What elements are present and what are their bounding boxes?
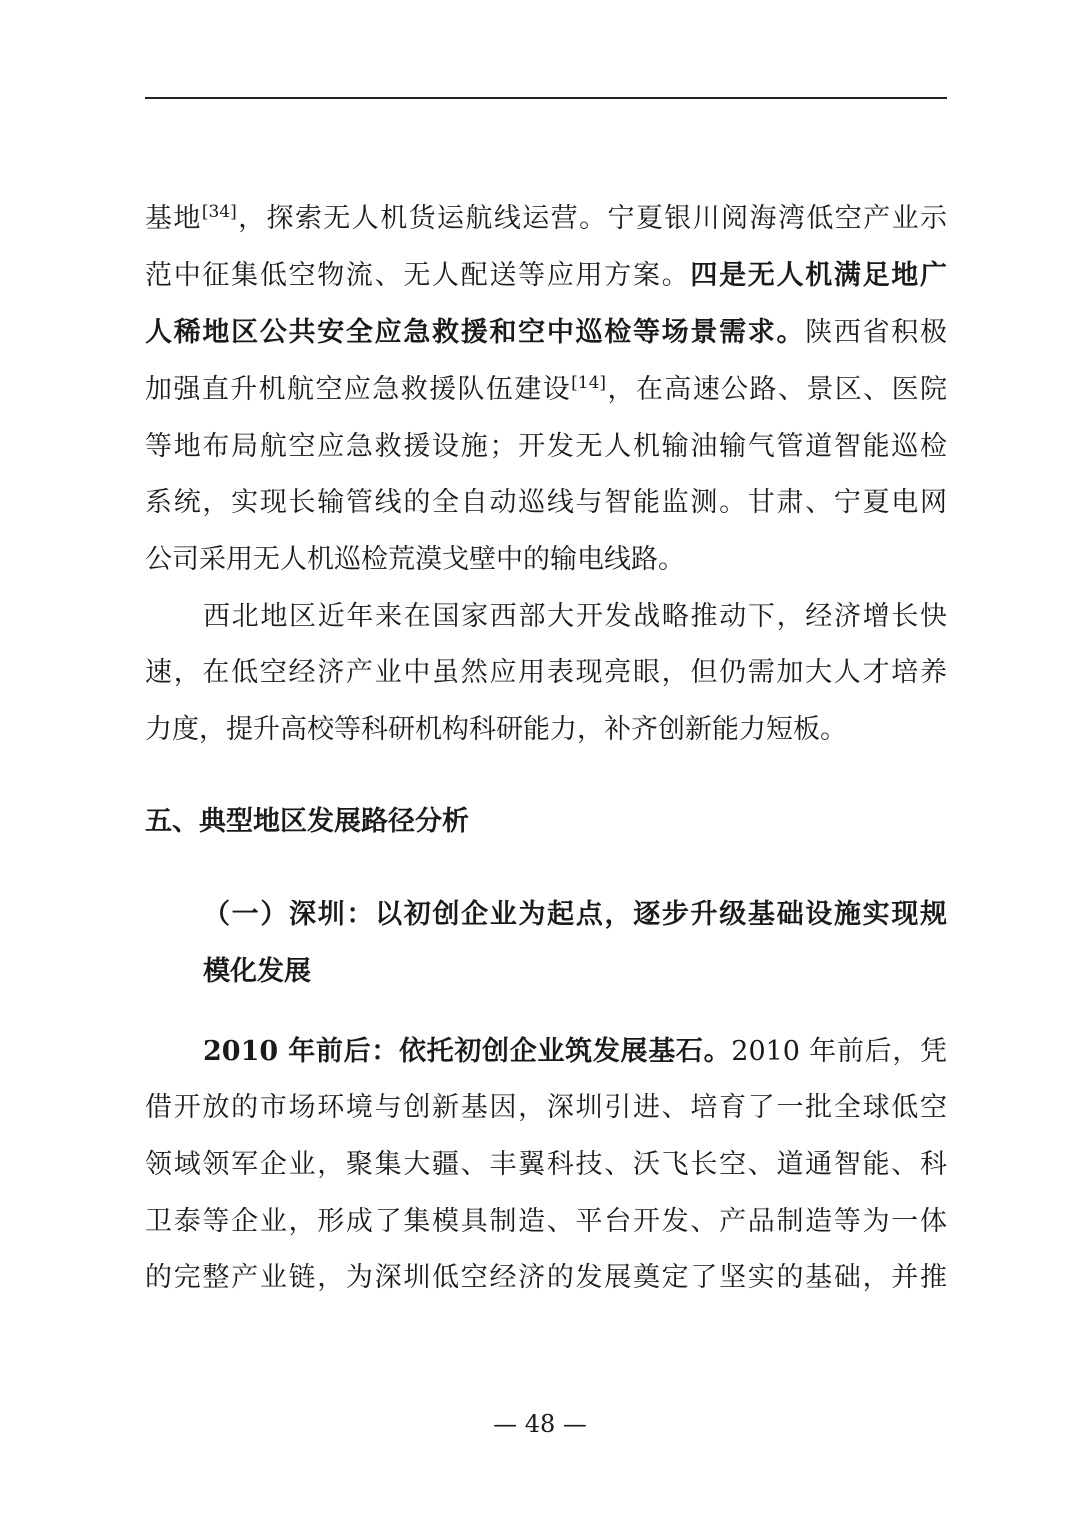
paragraph-line: 范中征集低空物流、无人配送等应用方案。四是无人机满足地广 bbox=[145, 260, 948, 291]
paragraph-line: 的完整产业链，为深圳低空经济的发展奠定了坚实的基础，并推 bbox=[145, 1262, 947, 1293]
paragraph-line: 借开放的市场环境与创新基因，深圳引进、培育了一批全球低空 bbox=[145, 1092, 947, 1123]
page-number: — 48 — bbox=[493, 1410, 587, 1438]
paragraph-line: 加强直升机航空应急救援队伍建设[14]，在高速公路、景区、医院 bbox=[145, 373, 948, 405]
paragraph-line: 领域领军企业，聚集大疆、丰翼科技、沃飞长空、道通智能、科 bbox=[145, 1149, 947, 1180]
paragraph-line: 等地布局航空应急救援设施；开发无人机输油输气管道智能巡检 bbox=[145, 431, 947, 462]
paragraph-line: 人稀地区公共安全应急救援和空中巡检等场景需求。陕西省积极 bbox=[145, 317, 948, 348]
paragraph-line: 速，在低空经济产业中虽然应用表现亮眼，但仍需加大人才培养 bbox=[145, 657, 947, 688]
section-heading: 五、典型地区发展路径分析 bbox=[145, 806, 469, 837]
subsection-heading: 模化发展 bbox=[203, 956, 311, 987]
paragraph-line: 公司采用无人机巡检荒漠戈壁中的输电线路。 bbox=[145, 544, 685, 575]
citation: [34] bbox=[201, 202, 237, 222]
citation: [14] bbox=[571, 373, 607, 393]
paragraph-line: 基地[34]，探索无人机货运航线运营。宁夏银川阅海湾低空产业示 bbox=[145, 202, 948, 234]
paragraph-line: 2010 年前后：依托初创企业筑发展基石。2010 年前后，凭 bbox=[203, 1036, 948, 1067]
paragraph-line: 卫泰等企业，形成了集模具制造、平台开发、产品制造等为一体 bbox=[145, 1206, 947, 1237]
paragraph-line: 力度，提升高校等科研机构科研能力，补齐创新能力短板。 bbox=[145, 714, 847, 745]
paragraph-line: 系统，实现长输管线的全自动巡线与智能监测。甘肃、宁夏电网 bbox=[145, 487, 947, 518]
subsection-heading: （一）深圳：以初创企业为起点，逐步升级基础设施实现规 bbox=[203, 899, 947, 930]
paragraph-line: 西北地区近年来在国家西部大开发战略推动下，经济增长快 bbox=[203, 601, 947, 632]
header-rule bbox=[145, 97, 947, 99]
